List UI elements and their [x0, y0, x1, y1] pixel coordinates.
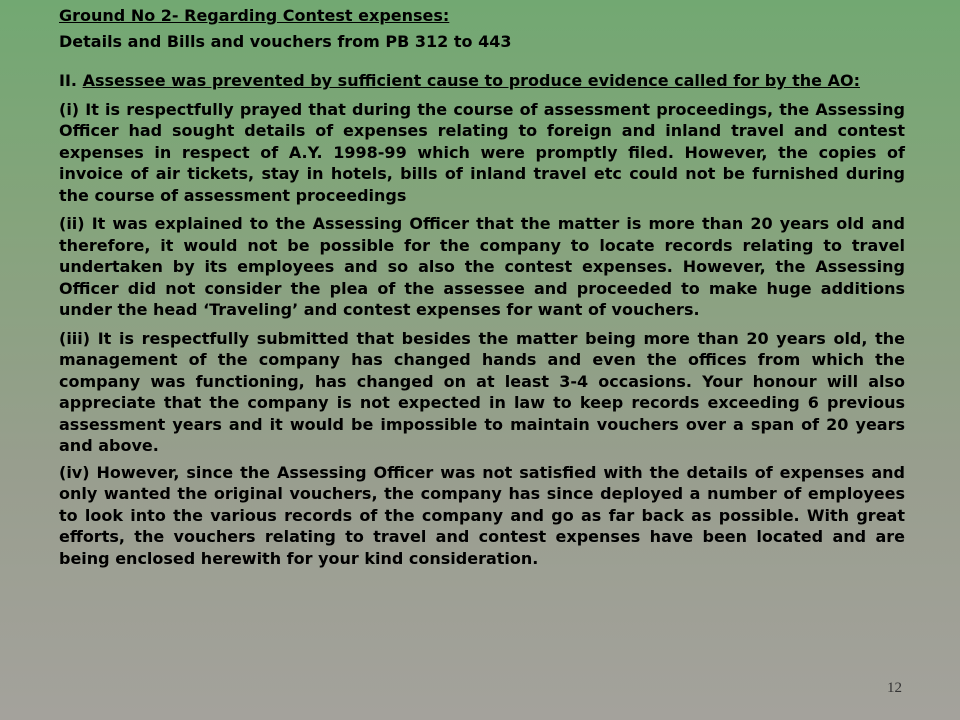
paragraph-ii: (ii) It was explained to the Assessing Officer that the matter is more than 20 years old and therefore, it would not be possible for the company to locate records relating to travel undertaken by its employees and so also the contest expenses. However, the Assessing Officer did not consider the plea of the assessee and proceeded to make huge additions under the head ‘Traveling’ and contest expenses for want of vouchers. [59, 214, 905, 319]
section-number: II. [59, 71, 77, 90]
section-title: Assessee was prevented by sufficient cause to produce evidence called for by the AO: [82, 71, 860, 90]
slide-content [59, 5, 905, 569]
section-heading [59, 70, 905, 92]
paragraph-iii: (iii) It is respectfully submitted that besides the matter being more than 20 years old, the management of the company has changed hands and even the offices from which the company was functioning, has changed on at least 3-4 occasions. Your honour will also appreciate that the company is not expected in law to keep records exceeding 6 previous assessment years and it would be impossible to maintain vouchers over a span of 20 years and above. [59, 328, 905, 455]
slide-heading: Ground No 2- Regarding Contest expenses: [59, 6, 450, 25]
paragraph-iv: (iv) However, since the Assessing Officer was not satisfied with the details of expenses and only wanted the original vouchers, the company has since deployed a number of employees to look into the various records of the company and go as far back as possible. With great efforts, the vouchers relating to travel and contest expenses have been located and are being enclosed herewith for your kind consideration. [59, 462, 905, 568]
slide-subheading: Details and Bills and vouchers from PB 312 to 443 [59, 31, 512, 51]
page-number: 12 [887, 680, 902, 696]
paragraph-i: (i) It is respectfully prayed that during the course of assessment proceedings, the Assessing Officer had sought details of expenses relating to foreign and inland travel and contest expenses in respect of A.Y. 1998-99 which were promptly filed. However, the copies of invoice of air tickets, stay in hotels, bills of inland travel etc could not be furnished during the course of assessment proceedings [59, 99, 905, 205]
